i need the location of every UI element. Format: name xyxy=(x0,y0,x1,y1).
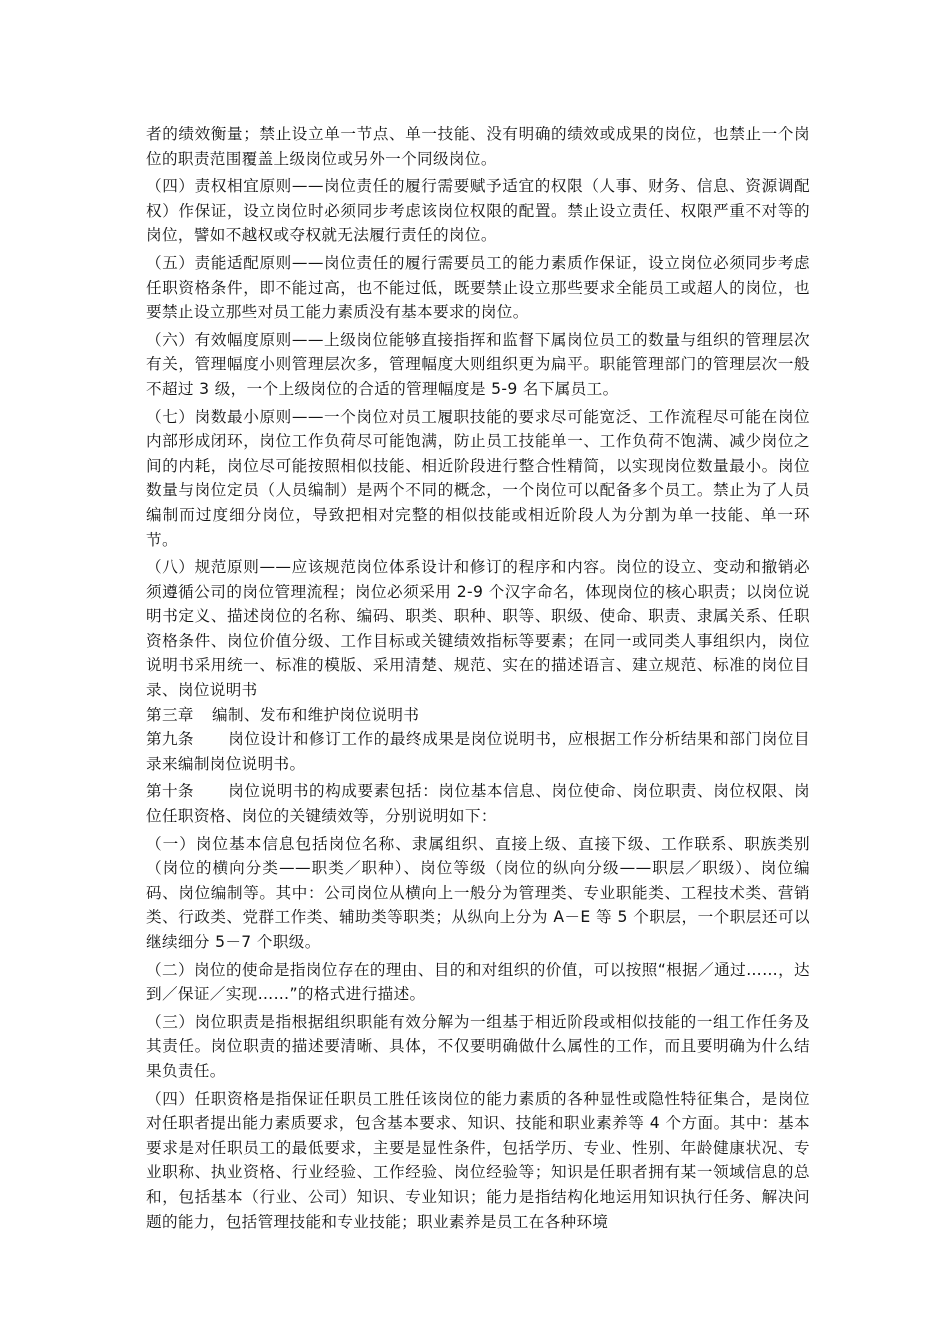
item-qualifications: （四）任职资格是指保证任职员工胜任该岗位的能力素质的各种显性或隐性特征集合，是岗位对任职者提出能力素质要求，包含基本要求、知识、技能和职业素养等 4 个方面。其中：基本要求是对任职员工的最低要求，主要是显性条件，包括学历、专业、性别、年龄健康状况、专业职称、执业资格、行业经验、工作经验、岗位经验等；知识是任职者拥有某一领域信息的总和，包括基本（行业、公司）知识、专业知识；能力是指结构化地运用知识执行任务、解决问题的能力，包括管理技能和专业技能；职业素养是员工在各种环境 xyxy=(146,1089,810,1231)
item-responsibilities: （三）岗位职责是指根据组织职能有效分解为一组基于相近阶段或相似技能的一组工作任务及其责任。岗位职责的描述要清晰、具体，不仅要明确做什么属性的工作，而且要明确为什么结果负责任。 xyxy=(146,1012,810,1080)
article-10-number: 第十条 xyxy=(146,782,194,801)
article-10 xyxy=(146,779,810,828)
article-9-text: 岗位设计和修订工作的最终成果是岗位说明书，应根据工作分析结果和部门岗位目录来编制岗位说明书。 xyxy=(146,730,810,773)
paragraph-principle-7: （七）岗数最小原则——一个岗位对员工履职技能的要求尽可能宽泛、工作流程尽可能在岗位内部形成闭环，岗位工作负荷尽可能饱满，防止员工技能单一、工作负荷不饱满、减少岗位之间的内耗，岗位尽可能按照相似技能、相近阶段进行整合性精简，以实现岗位数量最小。岗位数量与岗位定员（人员编制）是两个不同的概念，一个岗位可以配备多个员工。禁止为了人员编制而过度细分岗位，导致把相对完整的相似技能或相近阶段人为分割为单一技能、单一环节。 xyxy=(146,407,810,549)
paragraph-principle-8: （八）规范原则——应该规范岗位体系设计和修订的程序和内容。岗位的设立、变动和撤销必须遵循公司的岗位管理流程；岗位必须采用 2-9 个汉字命名，体现岗位的核心职责；以岗位说明书定义、描述岗位的名称、编码、职类、职种、职等、职级、使命、职责、隶属关系、任职资格条件、岗位价值分级、工作目标或关键绩效指标等要素；在同一或同类人事组织内，岗位说明书采用统一、标准的模版、采用清楚、规范、实在的描述语言、建立规范、标准的岗位目录、岗位说明书 xyxy=(146,558,810,700)
paragraph-principle-5: （五）责能适配原则——岗位责任的履行需要员工的能力素质作保证，设立岗位必须同步考虑任职资格条件，即不能过高，也不能过低，既要禁止设立那些要求全能员工或超人的岗位，也要禁止设立那些对员工能力素质没有基本要求的岗位。 xyxy=(146,253,810,322)
chapter-title: 编制、发布和维护岗位说明书 xyxy=(212,705,420,724)
paragraph-continuation: 者的绩效衡量；禁止设立单一节点、单一技能、没有明确的绩效或成果的岗位，也禁止一个岗位的职责范围覆盖上级岗位或另外一个同级岗位。 xyxy=(146,125,810,168)
article-9 xyxy=(146,727,810,776)
item-mission: （二）岗位的使命是指岗位存在的理由、目的和对组织的价值，可以按照“根据／通过……，达到／保证／实现……”的格式进行描述。 xyxy=(146,960,810,1004)
chapter-number: 第三章 xyxy=(146,705,194,724)
article-10-text: 岗位说明书的构成要素包括：岗位基本信息、岗位使命、岗位职责、岗位权限、岗位任职资格、岗位的关键绩效等，分别说明如下： xyxy=(146,782,810,826)
item-basic-info: （一）岗位基本信息包括岗位名称、隶属组织、直接上级、直接下级、工作联系、职族类别（岗位的横向分类——职类／职种）、岗位等级（岗位的纵向分级——职层／职级）、岗位编码、岗位编制等。其中：公司岗位从横向上一般分为管理类、专业职能类、工程技术类、营销类、行政类、党群工作类、辅助类等职类；从纵向上分为 A－E 等 5 个职层，一个职层还可以继续细分 5－7 个职级。 xyxy=(146,834,810,951)
document-body xyxy=(146,122,810,1234)
chapter-heading xyxy=(146,703,810,728)
paragraph-principle-6: （六）有效幅度原则——上级岗位能够直接指挥和监督下属岗位员工的数量与组织的管理层次有关，管理幅度小则管理层次多，管理幅度大则组织更为扁平。职能管理部门的管理层次一般不超过 3 级，一个上级岗位的合适的管理幅度是 5-9 名下属员工。 xyxy=(146,330,810,398)
article-9-number: 第九条 xyxy=(146,730,194,749)
paragraph-principle-4: （四）责权相宜原则——岗位责任的履行需要赋予适宜的权限（人事、财务、信息、资源调配权）作保证，设立岗位时必须同步考虑该岗位权限的配置。禁止设立责任、权限严重不对等的岗位，譬如不越权或夺权就无法履行责任的岗位。 xyxy=(146,177,810,245)
